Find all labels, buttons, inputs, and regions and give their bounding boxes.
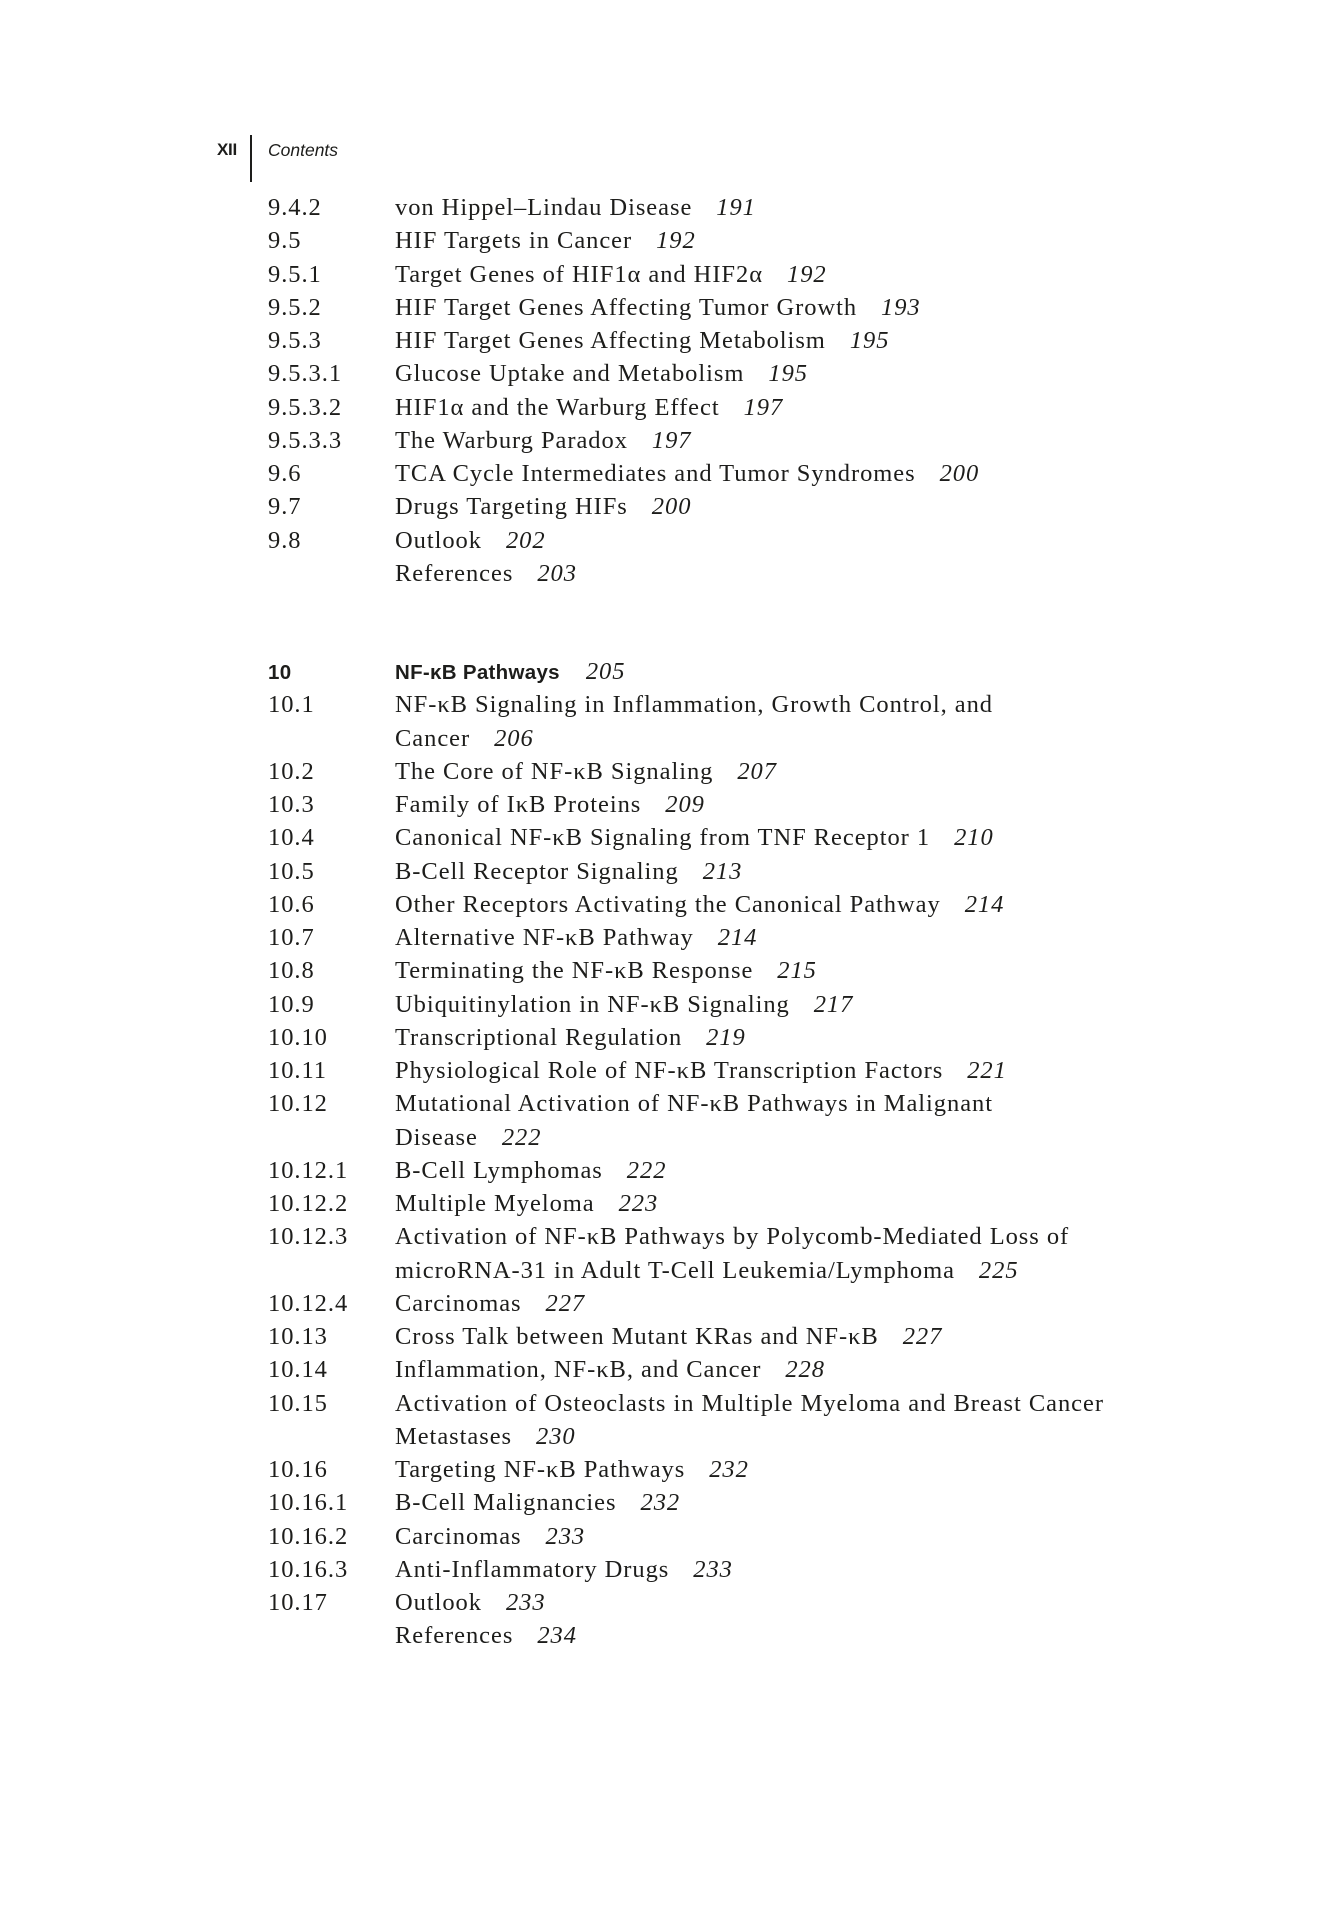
toc-entry-number: 10.14 (268, 1356, 328, 1384)
toc-entry-page-number: 195 (849, 327, 890, 354)
toc-entry[interactable] (268, 291, 1168, 324)
toc-entry-title: NF-κB Pathways (395, 661, 560, 684)
toc-entry-title-line (395, 988, 853, 1021)
toc-entry-number: 10.12.2 (268, 1190, 349, 1217)
toc-entry-title: Canonical NF-κB Signaling from TNF Receptor 1 (395, 824, 931, 852)
toc-entry-page-number: 232 (709, 1456, 749, 1483)
toc-entry-title: von Hippel–Lindau Disease (395, 194, 693, 221)
toc-entry-title-line (395, 755, 777, 788)
toc-entry-number: 9.5 (268, 227, 302, 255)
toc-entry-title: Cancer (395, 724, 471, 752)
toc-entry-title: Family of IκB Proteins (395, 791, 642, 818)
toc-entry-title-line (395, 1387, 1104, 1420)
toc-entry-title: Alternative NF-κB Pathway (395, 924, 694, 951)
toc-entry-title: Anti-Inflammatory Drugs (395, 1555, 670, 1583)
toc-entry-page-number: 223 (618, 1190, 659, 1217)
toc-entry[interactable] (268, 1087, 1168, 1120)
toc-entry-title-line (395, 457, 979, 490)
toc-entry-title: B-Cell Receptor Signaling (395, 857, 679, 885)
toc-entry-page-number: 205 (585, 658, 626, 685)
toc-entry-number: 10 (268, 661, 292, 684)
toc-entry-title-line (395, 524, 546, 557)
toc-entry-title-line (395, 954, 817, 987)
toc-entry-number: 9.5.3 (268, 327, 322, 354)
toc-entry-number: 10.4 (268, 824, 315, 852)
toc-entry-title-line (395, 424, 692, 457)
toc-entry-title: References (395, 1622, 514, 1650)
toc-entry-page-number: 209 (665, 791, 705, 818)
toc-entry-page-number: 203 (537, 559, 577, 587)
toc-entry[interactable] (268, 1453, 1168, 1486)
toc-entry-page-number: 227 (545, 1289, 586, 1317)
toc-entry-title: Inflammation, NF-κB, and Cancer (395, 1356, 762, 1384)
toc-entry-title: Activation of Osteoclasts in Multiple Myeloma and Breast Cancer (395, 1389, 1104, 1417)
toc-entry-number: 10.9 (268, 990, 315, 1018)
toc-entry-number: 10.13 (268, 1323, 328, 1350)
toc-entry-page-number: 197 (651, 426, 692, 454)
toc-entry-title: Carcinomas (395, 1522, 522, 1550)
running-head-title: Contents (268, 140, 339, 160)
toc-entry-number: 10.17 (268, 1589, 328, 1616)
running-head (0, 0, 1339, 200)
toc-entry[interactable] (268, 1187, 1168, 1220)
toc-entry-number: 9.6 (268, 460, 302, 487)
toc-entry-title: Ubiquitinylation in NF-κB Signaling (395, 990, 790, 1018)
toc-entry-number: 10.16.3 (268, 1555, 349, 1583)
toc-entry-title-line (395, 1021, 746, 1054)
toc-entry-title-line (395, 1320, 942, 1353)
toc-entry-number: 9.5.3.1 (268, 360, 343, 388)
toc-entry-number: 10.15 (268, 1389, 328, 1417)
toc-entry-title-line (395, 391, 783, 424)
toc-entry[interactable] (268, 1287, 1168, 1320)
toc-entry-number: 10.2 (268, 757, 315, 785)
toc-entry-title: The Core of NF-κB Signaling (395, 757, 714, 785)
toc-entry-title-line (395, 1420, 576, 1453)
toc-entry-number: 10.5 (268, 857, 315, 885)
toc-entry-page-number: 227 (902, 1323, 943, 1350)
toc-entry-page-number: 232 (640, 1489, 681, 1517)
toc-entry-title: HIF1α and the Warburg Effect (395, 393, 720, 421)
toc-entry-title: Target Genes of HIF1α and HIF2α (395, 260, 763, 288)
toc-entry-number: 9.8 (268, 526, 302, 554)
toc-entry-title-line (395, 688, 993, 721)
toc-entry[interactable] (268, 1353, 1168, 1386)
toc-entry-page-number: 225 (978, 1256, 1019, 1284)
toc-entry-title-line (395, 1121, 541, 1154)
toc-entry[interactable] (268, 954, 1168, 987)
toc-entry-title-line (395, 1254, 1019, 1287)
toc-entry-page-number: 191 (716, 194, 756, 221)
toc-entry-title: HIF Targets in Cancer (395, 227, 633, 255)
toc-entry-number: 10.11 (268, 1057, 327, 1084)
toc-entry-page-number: 192 (656, 227, 696, 255)
toc-entry-title-line (395, 821, 994, 854)
toc-entry-page-number: 200 (651, 493, 692, 521)
toc-entry-number: 10.16 (268, 1456, 328, 1483)
toc-entry-number: 10.12.4 (268, 1289, 349, 1317)
toc-entry-continuation[interactable] (268, 722, 1168, 755)
toc-entry-title: Multiple Myeloma (395, 1190, 595, 1217)
toc-entry-page-number: 202 (505, 526, 546, 554)
toc-entry[interactable] (268, 921, 1168, 954)
toc-entry[interactable] (268, 391, 1168, 424)
toc-entry[interactable] (268, 224, 1168, 257)
toc-entry-title-line (395, 1586, 546, 1619)
toc-entry[interactable] (268, 1486, 1168, 1519)
page-folio: XII (217, 140, 237, 159)
toc-entry-page-number: 197 (743, 393, 784, 421)
toc-entry-title: Activation of NF-κB Pathways by Polycomb-Mediated Loss of (395, 1223, 1070, 1251)
toc-entry-title-line (395, 357, 808, 390)
toc-entry-page-number: 192 (787, 260, 827, 288)
toc-entry[interactable] (268, 855, 1168, 888)
toc-entry-title: Mutational Activation of NF-κB Pathways in Malignant (395, 1090, 993, 1118)
toc-entry[interactable] (268, 1054, 1168, 1087)
toc-entry[interactable] (268, 1387, 1168, 1420)
toc-entry-page-number: 228 (785, 1356, 825, 1384)
toc-entry-title-line (395, 191, 756, 224)
toc-entry[interactable] (268, 1320, 1168, 1353)
toc-entry-number: 10.12 (268, 1090, 328, 1118)
toc-entry-title-line (395, 1054, 1007, 1087)
toc-entry[interactable] (268, 1520, 1168, 1553)
toc-entry-title: HIF Target Genes Affecting Metabolism (395, 327, 826, 354)
toc-entry-page-number: 206 (494, 724, 534, 752)
toc-entry-page-number: 221 (967, 1057, 1007, 1084)
toc-entry[interactable] (268, 755, 1168, 788)
toc-entry[interactable] (268, 524, 1168, 557)
toc-entry-title: Outlook (395, 526, 482, 554)
toc-entry-title: The Warburg Paradox (395, 426, 628, 454)
toc-entry-number: 10.10 (268, 1023, 328, 1051)
toc-entry-number: 9.7 (268, 493, 302, 521)
toc-entry-page-number: 195 (768, 360, 808, 388)
toc-entry[interactable] (268, 357, 1168, 390)
toc-entry-number: 10.3 (268, 791, 315, 818)
toc-entry-title: Glucose Uptake and Metabolism (395, 360, 745, 388)
toc-entry-number: 10.7 (268, 924, 315, 951)
toc-entry-number: 10.1 (268, 691, 315, 719)
toc-entry-title: microRNA-31 in Adult T-Cell Leukemia/Lymphoma (395, 1256, 955, 1284)
toc-entry-page-number: 214 (964, 890, 1005, 918)
toc-entry[interactable] (268, 258, 1168, 291)
toc-entry-title: Transcriptional Regulation (395, 1023, 683, 1051)
toc-entry-title-line (395, 224, 696, 257)
toc-entry[interactable] (268, 1021, 1168, 1054)
toc-entry-title-line (395, 1154, 666, 1187)
toc-entry-title: References (395, 559, 514, 587)
toc-entry-number: 10.12.1 (268, 1156, 349, 1184)
toc-entry-continuation[interactable] (268, 1254, 1168, 1287)
toc-entry-title: TCA Cycle Intermediates and Tumor Syndromes (395, 460, 916, 487)
toc-entry[interactable] (268, 688, 1168, 721)
toc-entry-page-number: 233 (545, 1522, 586, 1550)
toc-entry-title: HIF Target Genes Affecting Tumor Growth (395, 293, 858, 321)
toc-entry-page-number: 233 (693, 1555, 733, 1583)
toc-entry-title-line (395, 258, 827, 291)
toc-entry[interactable] (268, 490, 1168, 523)
toc-entry[interactable] (268, 1586, 1168, 1619)
toc-entry-number: 10.6 (268, 890, 315, 918)
toc-entry[interactable] (268, 988, 1168, 1021)
toc-entry-title: B-Cell Lymphomas (395, 1156, 603, 1184)
toc-entry-continuation[interactable] (268, 1121, 1168, 1154)
toc-entry-number: 10.12.3 (268, 1223, 349, 1251)
toc-entry-title-line (395, 1453, 749, 1486)
toc-entry-page-number: 222 (626, 1156, 667, 1184)
toc-entry-number: 10.16.1 (268, 1489, 349, 1517)
toc-entry-title: NF-κB Signaling in Inflammation, Growth Control, and (395, 691, 993, 719)
toc-entry-page-number: 193 (881, 293, 921, 321)
header-divider (250, 135, 252, 182)
toc-entry[interactable] (268, 888, 1168, 921)
toc-entry-page-number: 215 (777, 957, 817, 985)
toc-entry-page-number: 234 (537, 1622, 577, 1650)
toc-entry-title-line (395, 722, 534, 755)
toc-entry-page-number: 214 (717, 924, 758, 951)
toc-entry-title-line (395, 1553, 733, 1586)
toc-entry-title: Outlook (395, 1589, 482, 1616)
toc-entry-title-line (395, 655, 625, 689)
toc-entry[interactable] (268, 1220, 1168, 1253)
toc-entry-title: Drugs Targeting HIFs (395, 493, 628, 521)
toc-entry-page-number: 233 (505, 1589, 546, 1616)
toc-entry-number: 9.5.3.3 (268, 426, 343, 454)
toc-entry-page-number: 200 (939, 460, 980, 487)
toc-entry-title-line (395, 1187, 658, 1220)
toc-entry-title-line (395, 1087, 993, 1120)
toc-entry-title-line (395, 1353, 825, 1386)
toc-entry-title-line (395, 921, 757, 954)
toc-entry[interactable] (268, 821, 1168, 854)
toc-entry-page-number: 210 (954, 824, 994, 852)
toc-entry-continuation[interactable] (268, 1420, 1168, 1453)
toc-entry-title: B-Cell Malignancies (395, 1489, 617, 1517)
toc-entry-page-number: 213 (702, 857, 743, 885)
toc-entry[interactable] (268, 191, 1168, 224)
toc-entry-number: 9.4.2 (268, 194, 322, 221)
toc-entry-title: Carcinomas (395, 1289, 522, 1317)
toc-entry[interactable] (268, 324, 1168, 357)
toc-entry-title: Other Receptors Activating the Canonical Pathway (395, 890, 941, 918)
toc-entry-title-line (395, 1287, 585, 1320)
toc-entry-title-line (395, 1520, 585, 1553)
toc-entry-title-line (395, 855, 742, 888)
toc-entry[interactable] (268, 1154, 1168, 1187)
toc-entry-number: 10.16.2 (268, 1522, 349, 1550)
toc-entry-number: 9.5.1 (268, 260, 322, 288)
toc-entry-title: Terminating the NF-κB Response (395, 957, 754, 985)
toc-chapter-heading[interactable] (268, 655, 1168, 688)
toc-entry-title-line (395, 888, 1004, 921)
toc-entry-title-line (395, 490, 691, 523)
toc-entry[interactable] (268, 788, 1168, 821)
toc-section-chapter-9 (268, 191, 1168, 590)
toc-entry-title-line (395, 557, 577, 590)
toc-entry-title-line (395, 788, 705, 821)
toc-entry-number: 9.5.2 (268, 293, 322, 321)
toc-entry-page-number: 207 (737, 757, 777, 785)
toc-section-chapter-10 (268, 655, 1168, 1653)
toc-entry-page-number: 217 (813, 990, 854, 1018)
toc-entry-page-number: 222 (501, 1123, 542, 1151)
toc-entry[interactable] (268, 457, 1168, 490)
toc-entry-title-line (395, 324, 889, 357)
toc-entry-page-number: 230 (536, 1422, 576, 1450)
toc-entry-title: Targeting NF-κB Pathways (395, 1456, 686, 1483)
toc-entry-title: Physiological Role of NF-κB Transcription Factors (395, 1057, 944, 1084)
toc-entry-title-line (395, 1486, 680, 1519)
toc-entry[interactable] (268, 557, 1168, 590)
toc-entry[interactable] (268, 424, 1168, 457)
toc-entry-number: 10.8 (268, 957, 315, 985)
toc-entry-title-line (395, 291, 921, 324)
toc-entry-title-line (395, 1619, 577, 1652)
toc-entry-title: Cross Talk between Mutant KRas and NF-κB (395, 1323, 879, 1350)
toc-entry-number: 9.5.3.2 (268, 393, 343, 421)
toc-entry[interactable] (268, 1553, 1168, 1586)
toc-entry-page-number: 219 (706, 1023, 746, 1051)
toc-entry[interactable] (268, 1619, 1168, 1652)
toc-entry-title: Disease (395, 1123, 478, 1151)
toc-entry-title: Metastases (395, 1422, 512, 1450)
toc-entry-title-line (395, 1220, 1069, 1253)
